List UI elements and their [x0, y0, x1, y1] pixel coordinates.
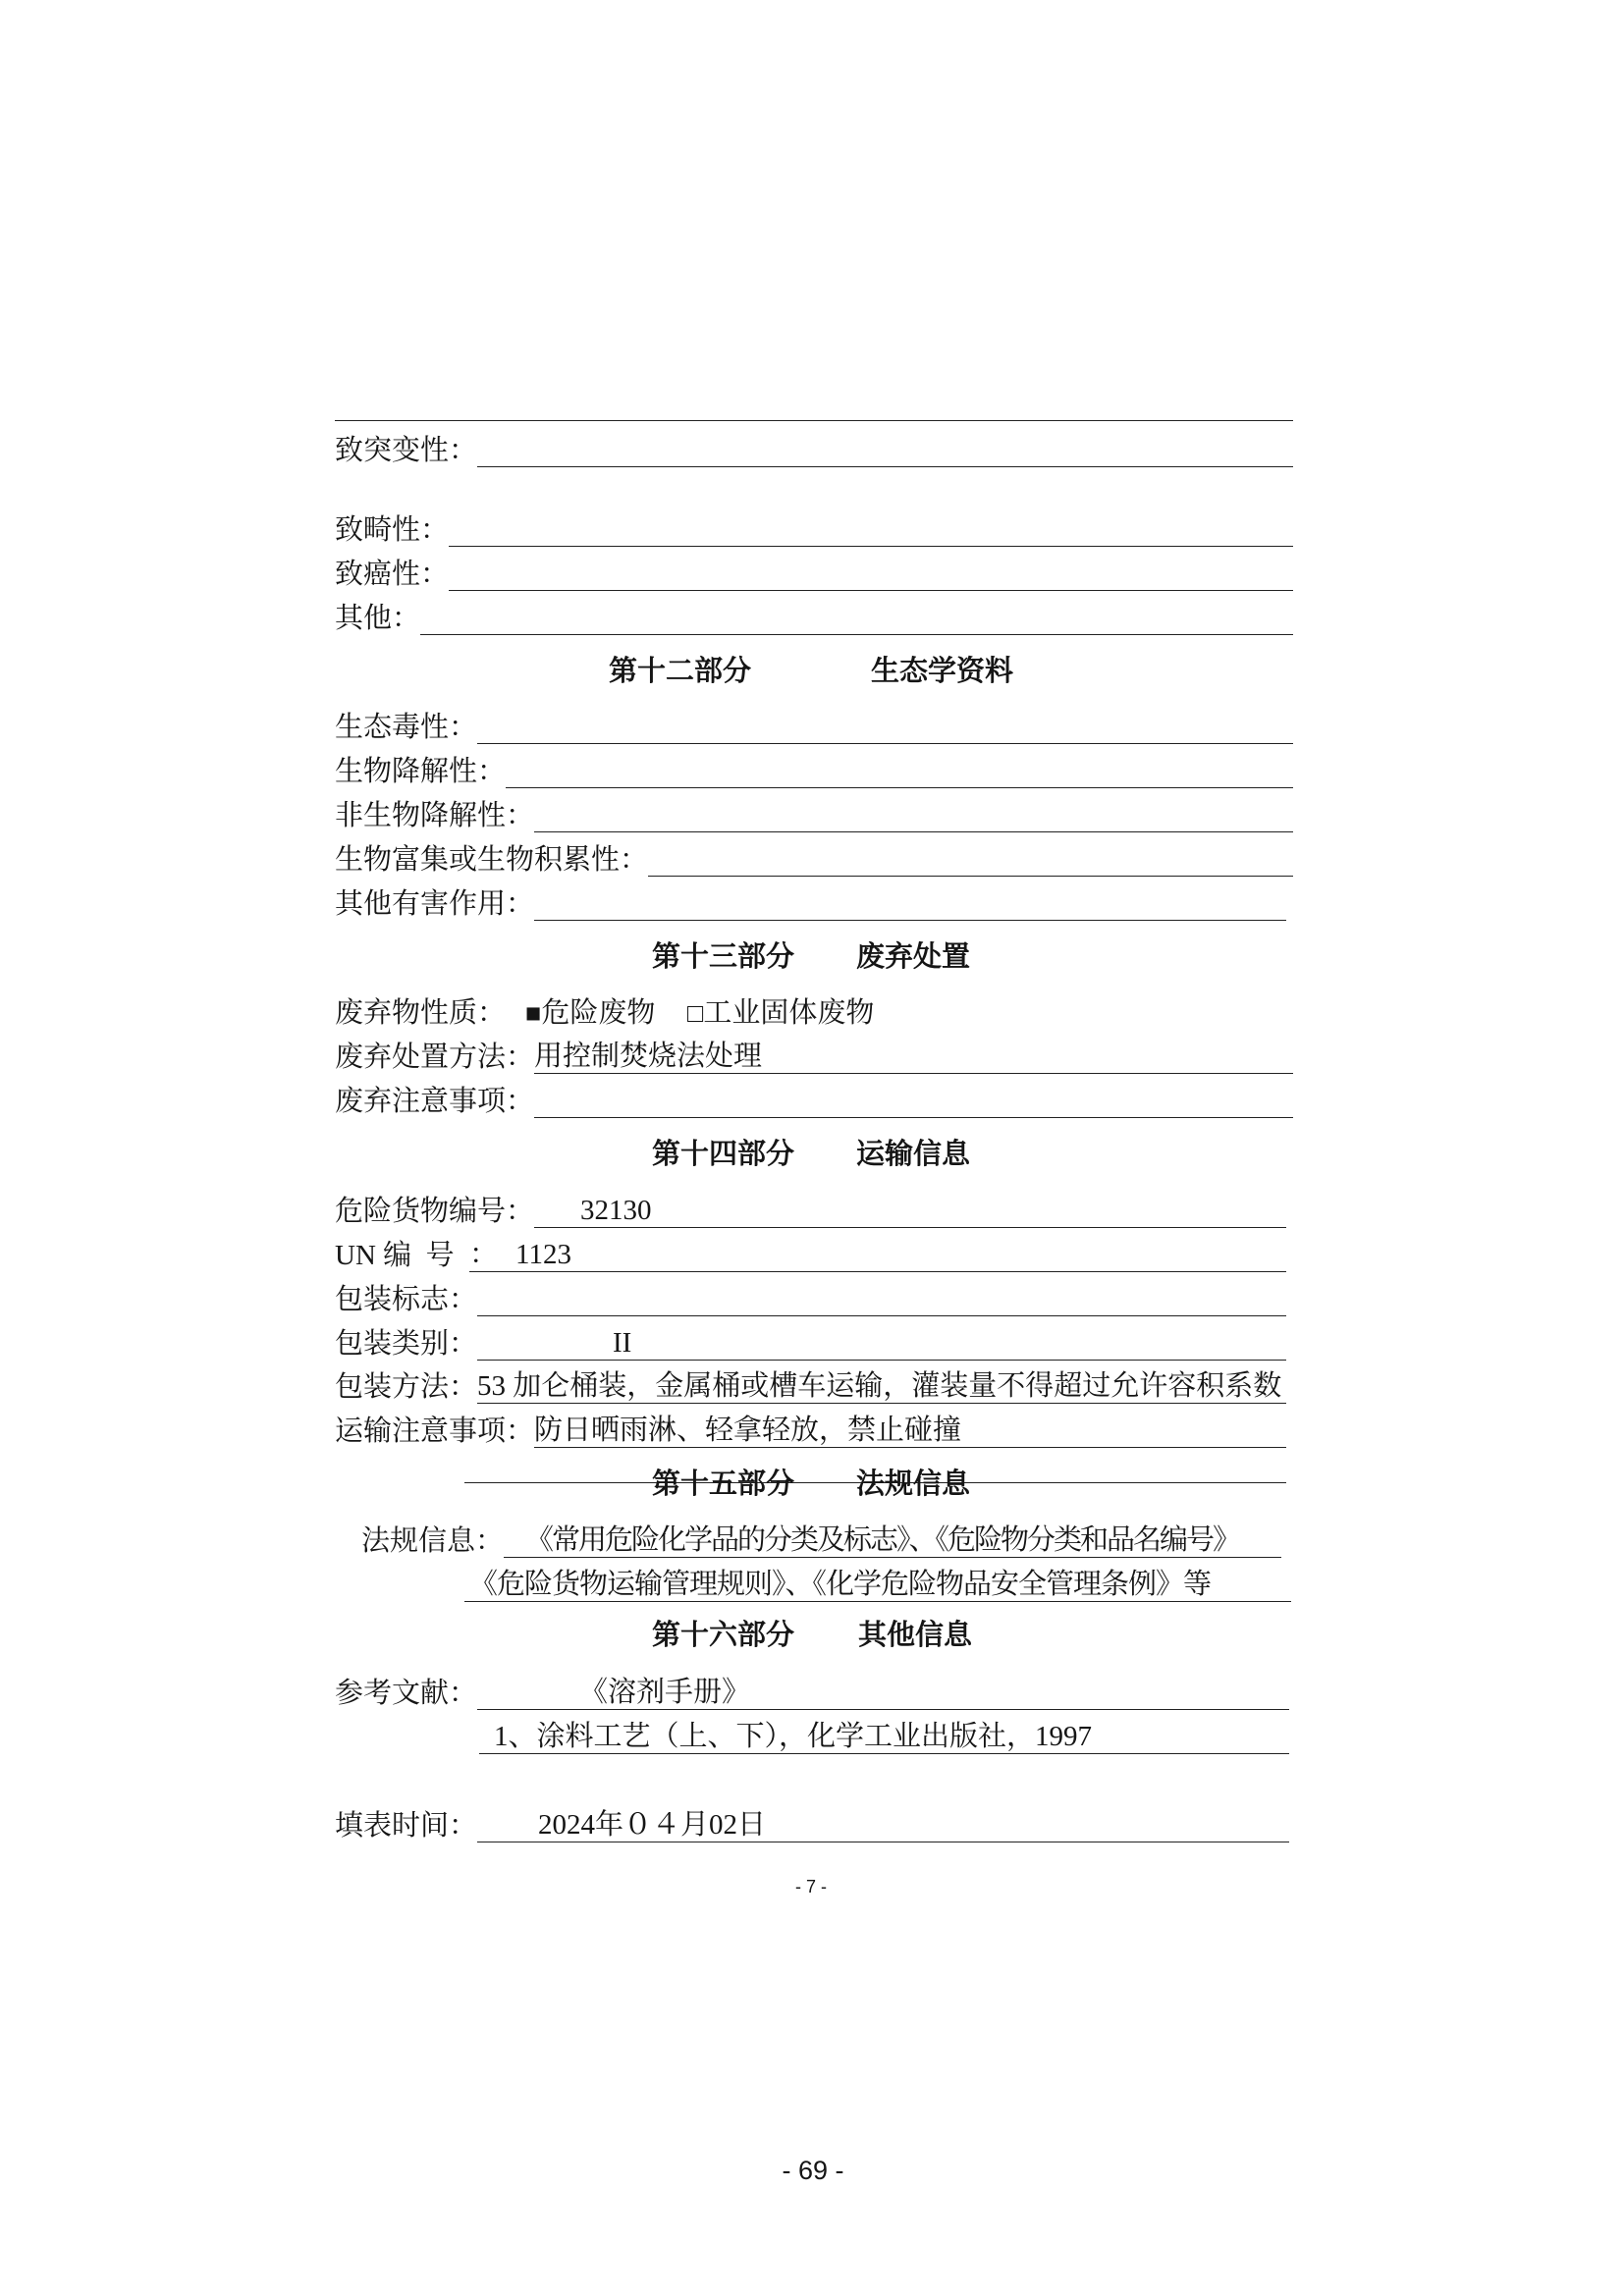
packaging-group-value: II — [613, 1327, 632, 1359]
checked-box-icon: ■ — [525, 998, 542, 1028]
inner-page-number: - 7 - — [794, 1877, 828, 1896]
regulations-line1: 《常用危险化学品的分类及标志》、《危险物分类和品名编号》 — [525, 1524, 1240, 1556]
top-rule — [335, 420, 1293, 421]
packaging-group-label: 包装类别： — [335, 1328, 478, 1360]
regulations-continuation-row — [464, 1569, 1291, 1602]
section15-part: 第十五部分 — [652, 1468, 795, 1500]
fill-date-field — [477, 1809, 1289, 1842]
transport-notes-row — [335, 1415, 1286, 1448]
industrial-waste-label: 工业固体废物 — [703, 997, 875, 1029]
section13-title: 废弃处置 — [856, 941, 971, 973]
transport-notes-value: 防日晒雨淋、轻拿轻放，禁止碰撞 — [534, 1415, 962, 1446]
dangerous-goods-no-label: 危险货物编号： — [335, 1196, 535, 1227]
fill-date-value: 2024年０４月02日 — [538, 1809, 767, 1841]
ecotoxicity-label: 生态毒性： — [335, 712, 478, 743]
disposal-method-value: 用控制焚烧法处理 — [534, 1041, 763, 1072]
transport-notes-field — [534, 1415, 1286, 1448]
un-no-colon: ： — [469, 1239, 499, 1270]
regulations-row — [361, 1524, 1281, 1558]
mutagenicity-label: 致突变性： — [335, 435, 478, 466]
section14-title: 运输信息 — [856, 1139, 971, 1170]
bioaccumulation-row — [335, 843, 1293, 877]
disposal-method-row — [335, 1041, 1293, 1074]
section16-part: 第十六部分 — [652, 1620, 795, 1651]
un-no-field — [469, 1239, 1286, 1272]
nonbiodegradability-field — [534, 799, 1293, 832]
regulations-line2: 《危险货物运输管理规则》、《化学危险物品安全管理条例》等 — [469, 1569, 1212, 1600]
teratogenicity-field — [449, 513, 1293, 547]
fill-date-label: 填表时间： — [335, 1810, 478, 1842]
waste-nature-label: 废弃物性质： — [335, 997, 507, 1029]
references-row — [335, 1677, 1289, 1710]
other-effects-row — [335, 887, 1286, 921]
bioaccumulation-field — [648, 843, 1293, 877]
section12-title: 生态学资料 — [871, 656, 1014, 687]
dangerous-goods-no-row — [335, 1195, 1286, 1228]
disposal-notes-row — [335, 1085, 1293, 1118]
nonbiodegradability-row — [335, 799, 1293, 832]
toxicology-other-row — [335, 602, 1293, 635]
carcinogenicity-row — [335, 558, 1293, 591]
mutagenicity-field — [477, 434, 1293, 467]
references-label: 参考文献： — [335, 1678, 478, 1709]
teratogenicity-label: 致畸性： — [335, 514, 450, 546]
packaging-group-row — [335, 1327, 1286, 1361]
packaging-method-value: 53 加仑桶装，金属桶或槽车运输，灌装量不得超过允许容积系数 — [477, 1370, 1282, 1402]
section14-part: 第十四部分 — [652, 1139, 795, 1170]
section16-title: 其他信息 — [858, 1620, 973, 1651]
disposal-notes-field — [534, 1085, 1293, 1118]
packaging-mark-label: 包装标志： — [335, 1284, 478, 1315]
biodegradability-label: 生物降解性： — [335, 756, 507, 787]
toxicology-other-field — [420, 602, 1293, 635]
outer-page-number: - 69 - — [782, 2156, 844, 2185]
reference-1-field — [477, 1677, 1289, 1710]
un-no-value: 1123 — [515, 1239, 571, 1270]
ecotoxicity-field — [477, 711, 1293, 744]
references-continuation-row — [479, 1721, 1289, 1754]
regulations-field-line2 — [464, 1569, 1291, 1602]
packaging-method-label: 包装方法： — [335, 1371, 478, 1403]
disposal-method-field — [534, 1041, 1293, 1074]
regulations-label: 法规信息： — [361, 1525, 505, 1557]
biodegradability-field — [506, 755, 1293, 788]
ecotoxicity-row — [335, 711, 1293, 744]
reference-1-value: 《溶剂手册》 — [579, 1677, 751, 1708]
carcinogenicity-label: 致癌性： — [335, 559, 450, 590]
fill-date-row — [335, 1809, 1289, 1842]
packaging-method-row — [335, 1370, 1286, 1404]
waste-nature-row — [335, 996, 1293, 1030]
mutagenicity-row — [335, 434, 1293, 467]
packaging-mark-row — [335, 1283, 1286, 1316]
disposal-method-label: 废弃处置方法： — [335, 1041, 535, 1073]
packaging-method-field — [477, 1370, 1286, 1404]
reference-2-value: 1、涂料工艺（上、下），化学工业出版社，1997 — [494, 1721, 1093, 1752]
packaging-mark-field — [477, 1283, 1286, 1316]
unchecked-box-icon: □ — [687, 998, 704, 1028]
section13-part: 第十三部分 — [652, 941, 795, 973]
carcinogenicity-field — [449, 558, 1293, 591]
bioaccumulation-label: 生物富集或生物积累性： — [335, 844, 649, 876]
toxicology-other-label: 其他： — [335, 603, 421, 634]
industrial-waste-option — [687, 996, 874, 1030]
un-no-label: UN 编 号 — [335, 1240, 455, 1271]
other-effects-label: 其他有害作用： — [335, 888, 535, 920]
transport-notes-label: 运输注意事项： — [335, 1415, 535, 1447]
packaging-group-field — [477, 1327, 1286, 1361]
disposal-notes-label: 废弃注意事项： — [335, 1086, 535, 1117]
hazardous-waste-option — [525, 996, 655, 1030]
un-no-row — [335, 1239, 1286, 1272]
hazardous-waste-label: 危险废物 — [541, 997, 656, 1029]
teratogenicity-row — [335, 513, 1293, 547]
other-effects-field — [534, 887, 1286, 921]
biodegradability-row — [335, 755, 1293, 788]
dangerous-goods-no-field — [534, 1195, 1286, 1228]
nonbiodegradability-label: 非生物降解性： — [335, 800, 535, 831]
section12-part: 第十二部分 — [609, 656, 752, 687]
section15-title: 法规信息 — [856, 1468, 971, 1500]
regulations-field-line1 — [504, 1524, 1281, 1558]
reference-2-field — [479, 1721, 1289, 1754]
dangerous-goods-no-value: 32130 — [580, 1195, 652, 1226]
